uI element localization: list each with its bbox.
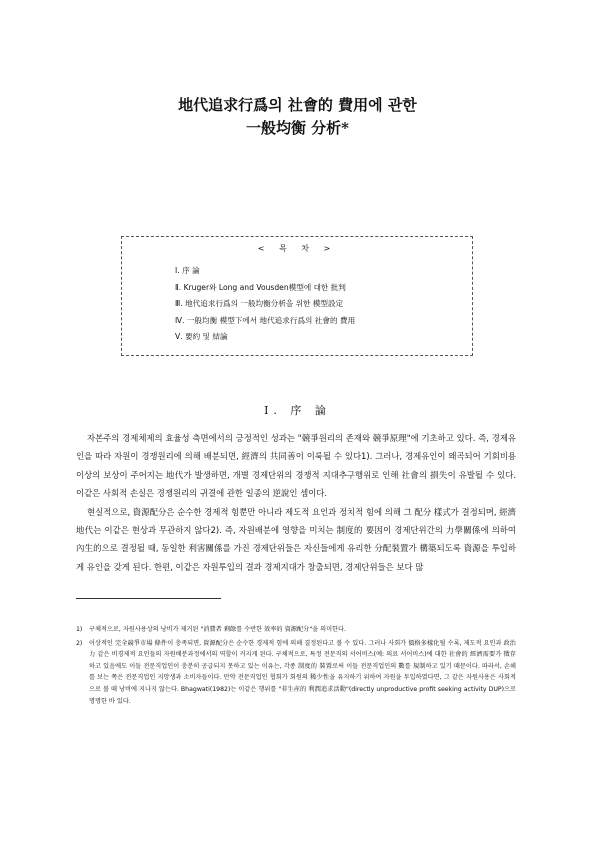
body-paragraph: 현실적으로, 資源配分은 순수한 경제적 힘뿐만 아니라 제도적 요인과 정치적 힘에 의해 그 配分 樣式가 결정되며, 經濟地代는 이같은 현상과 무관하지 않다2). 즉, 자원배분에 영향을 미치는 制度的 要因이 경제단위간의 力學關係에 의하여 內生的으로 결정될 때, 동일한 利害關係를 가진 경제단위들은 자신들에게 유리한 分配裝置가 構築되도록 資源을 투입하게 유인을 갖게 된다. 한편, 이같은 자원투입의 결과 경제지대가 창출되면, 경제단위들은 보다 많 — [76, 506, 516, 572]
toc-list — [175, 263, 355, 346]
footnote — [76, 624, 516, 636]
paper-title-line-2: 一般均衡 分析* — [245, 119, 350, 137]
section-heading-introduction: Ⅰ. 序 論 — [264, 404, 331, 417]
toc-item: Ⅳ. 一般均衡 模型下에서 地代追求行爲의 社會的 費用 — [175, 315, 356, 325]
footnote-text: 이상적인 完全競爭市場 條件이 충족되면, 資源配分은 순수한 경제적 힘에 의해 결정된다고 볼 수 있다. 그러나 사회가 價格多樣化될 수록, 제도적 요인과 政治力 같은 비경제적 요인들의 자원배분과정에서의 역할이 커지게 된다. 구체적으로, 특정 전문직의 서어비스(예: 의료 서어비스)에 대한 社會的 經濟需要가 徵存하고 있음에도 이들 전문직업인이 충분히 공급되지 못하고 있는 이유는, 각종 制度的 裝置로써 이들 전문직업인의 數를 規制하고 있기 때문이다. 따라서, 손해를 보는 쪽은 전문직업인 지망생과 소비자들이다. 만약 전문직업인 협회가 회원의 稀少性을 유지하기 위하여 자원을 투입하였다면, 그 같은 자원사용은 사회적으로 볼 때 낭비에 지나지 않는다. Bhagwati(1982)는 이같은 행위를 "非生産的 利潤追求活動"(directly unproductive profit seeking activity DUP)으로 명명한 바 있다. — [89, 639, 516, 705]
footnote — [76, 638, 516, 708]
footnote-text: 구체적으로, 자원사용상의 낭비가 제거된 "消費者 剩餘를 수반한 效率的 資源配分"을 의미한다. — [89, 626, 346, 633]
toc-item: Ⅲ. 地代追求行爲의 一般均衡分析을 위한 模型設定 — [175, 299, 344, 309]
toc-item: Ⅱ. Kruger와 Long and Vousden模型에 대한 批判 — [175, 282, 346, 292]
body-text — [76, 429, 516, 576]
footnotes — [76, 624, 516, 707]
toc-item: Ⅴ. 要約 및 結論 — [175, 332, 228, 342]
footnote-number: 2) — [76, 639, 83, 647]
footnote-number: 1) — [76, 626, 83, 633]
footnote-separator — [76, 598, 221, 599]
toc-heading: < 목 차 > — [257, 244, 337, 253]
paper-title-line-1: 地代追求行爲의 社會的 費用에 관한 — [178, 96, 417, 114]
toc-item: Ⅰ. 序 論 — [175, 266, 200, 275]
table-of-contents-box — [121, 236, 473, 356]
body-paragraph: 자본주의 경제체제의 효율성 측면에서의 긍정적인 성과는 "競爭원리의 존재와 競爭原理"에 기초하고 있다. 즉, 경제유인을 따라 자원이 경쟁원리에 의해 배분되면, 經濟의 共同善이 이룩될 수 있다1). 그러나, 경제유인이 왜곡되어 기회비용 이상의 보상이 주어지는 地代가 발생하면, 개별 경제단위의 경쟁적 지대추구행위로 인해 社會의 損失이 유발될 수 있다. 이같은 사회적 손실은 경쟁원리의 귀결에 관한 일종의 逆說인 셈이다. — [76, 433, 516, 499]
